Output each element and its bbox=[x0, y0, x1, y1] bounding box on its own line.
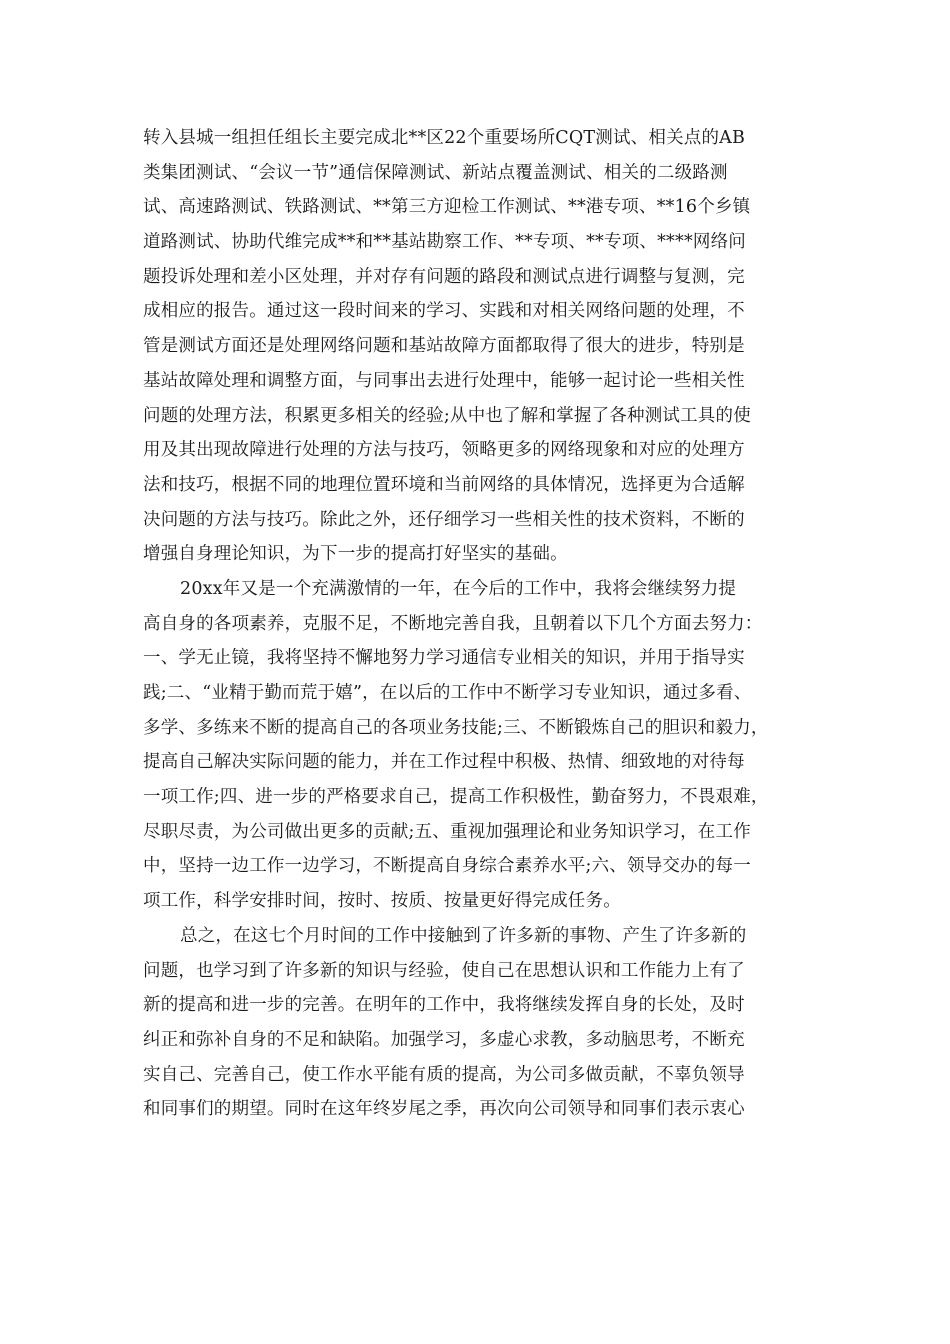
text-line: 一项工作;四、进一步的严格要求自己，提高工作积极性，勤奋努力，不畏艰难， bbox=[143, 787, 769, 808]
text-line: 管是测试方面还是处理网络问题和基站故障方面都取得了很大的进步，特别是 bbox=[143, 336, 745, 357]
text-line: 践;二、“业精于勤而荒于嬉”，在以后的工作中不断学习专业知识，通过多看、 bbox=[143, 683, 752, 703]
text-line: 中，坚持一边工作一边学习，不断提高自身综合素养水平;六、领导交办的每一 bbox=[143, 856, 751, 877]
text-line: 纠正和弥补自身的不足和缺陷。加强学习，多虚心求教，多动脑思考，不断充 bbox=[143, 1029, 745, 1050]
text-line: 提高自己解决实际问题的能力，并在工作过程中积极、热情、细致地的对待每 bbox=[143, 752, 745, 773]
text-line: 类集团测试、“会议一节”通信保障测试、新站点覆盖测试、相关的二级路测 bbox=[143, 162, 728, 183]
text-line: 一、学无止镜，我将坚持不懈地努力学习通信专业相关的知识，并用于指导实 bbox=[143, 648, 745, 669]
text-line: 法和技巧，根据不同的地理位置环境和当前网络的具体情况，选择更为合适解 bbox=[143, 474, 745, 495]
text-line: 多学、多练来不断的提高自己的各项业务技能;三、不断锻炼自己的胆识和毅力， bbox=[143, 717, 769, 738]
text-line: 用及其出现故障进行处理的方法与技巧，领略更多的网络现象和对应的处理方 bbox=[143, 440, 745, 461]
text-line: 决问题的方法与技巧。除此之外，还仔细学习一些相关性的技术资料，不断的 bbox=[143, 509, 745, 530]
text-line: 总之，在这七个月时间的工作中接触到了许多新的事物、产生了许多新的 bbox=[180, 925, 747, 946]
body-text bbox=[143, 121, 823, 1127]
text-line: 道路测试、协助代维完成**和**基站勘察工作、**专项、**专项、****网络问 bbox=[143, 232, 746, 253]
text-line: 和同事们的期望。同时在这年终岁尾之季，再次向公司领导和同事们表示衷心 bbox=[143, 1099, 745, 1120]
text-line: 项工作，科学安排时间，按时、按质、按量更好得完成任务。 bbox=[143, 891, 621, 912]
text-line: 转入县城一组担任组长主要完成北**区22个重要场所CQT测试、相关点的AB bbox=[143, 128, 746, 148]
text-line: 试、高速路测试、铁路测试、**第三方迎检工作测试、**港专项、**16个乡镇 bbox=[143, 197, 751, 218]
text-line: 增强自身理论知识，为下一步的提高打好坚实的基础。 bbox=[143, 544, 568, 565]
text-line: 题投诉处理和差小区处理，并对存有问题的路段和测试点进行调整与复测，完 bbox=[143, 266, 745, 287]
text-line: 问题的处理方法，积累更多相关的经验;从中也了解和掌握了各种测试工具的使 bbox=[143, 405, 751, 426]
text-line: 20xx年又是一个充满激情的一年，在今后的工作中，我将会继续努力提 bbox=[180, 578, 737, 599]
text-line: 高自身的各项素养，克服不足，不断地完善自我，且朝着以下几个方面去努力： bbox=[143, 613, 763, 634]
text-line: 问题，也学习到了许多新的知识与经验，使自己在思想认识和工作能力上有了 bbox=[143, 960, 745, 981]
text-line: 成相应的报告。通过这一段时间来的学习、实践和对相关网络问题的处理，不 bbox=[143, 301, 745, 322]
text-line: 实自己、完善自己，使工作水平能有质的提高，为公司多做贡献，不辜负领导 bbox=[143, 1064, 745, 1085]
text-line: 尽职尽责，为公司做出更多的贡献;五、重视加强理论和业务知识学习，在工作 bbox=[143, 821, 751, 842]
text-line: 新的提高和进一步的完善。在明年的工作中，我将继续发挥自身的长处，及时 bbox=[143, 995, 745, 1016]
text-line: 基站故障处理和调整方面，与同事出去进行处理中，能够一起讨论一些相关性 bbox=[143, 370, 745, 391]
